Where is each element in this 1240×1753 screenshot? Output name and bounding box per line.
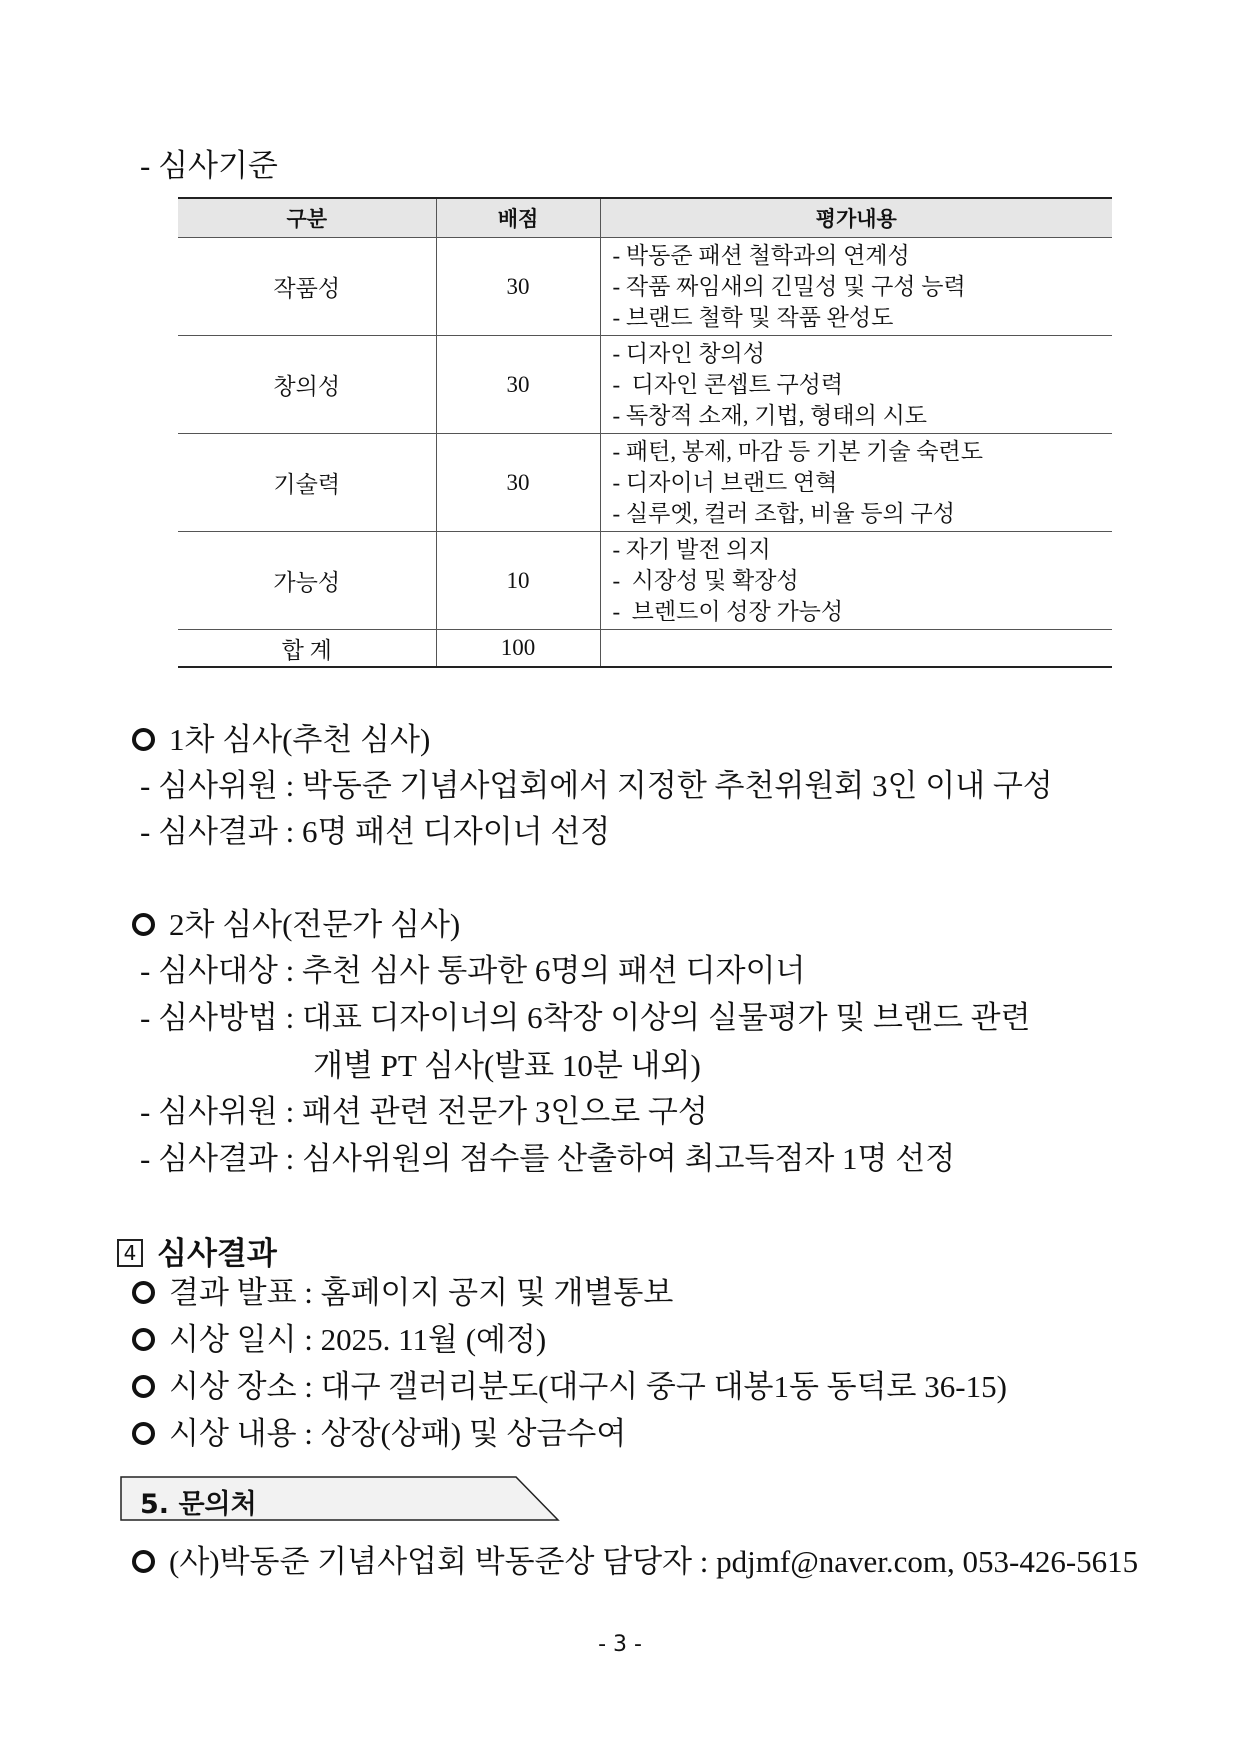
table-row — [178, 336, 1112, 434]
result-item-text: 결과 발표 : 홈페이지 공지 및 개별통보 — [169, 1275, 674, 1310]
content-item: - 자기 발전 의지 — [612, 537, 771, 562]
contact-text: (사)박동준 기념사업회 박동준상 담당자 : pdjmf@naver.com, 053-426-5615 — [169, 1544, 1139, 1579]
total-score: 100 — [436, 630, 600, 668]
circle-bullet-icon — [132, 913, 155, 936]
round2-line: - 심사방법 : 대표 디자이너의 6착장 이상의 실물평가 및 브랜드 관련 — [140, 1000, 1031, 1035]
contact-line — [132, 1536, 1138, 1581]
result-item — [132, 1267, 673, 1312]
criteria-heading: - 심사기준 — [140, 148, 278, 183]
result-item-text: 시상 내용 : 상장(상패) 및 상금수여 — [169, 1416, 627, 1451]
content-item: - 브렌드이 성장 가능성 — [612, 599, 844, 624]
round1-line: - 심사위원 : 박동준 기념사업회에서 지정한 추천위원회 3인 이내 구성 — [140, 768, 1053, 803]
row-category: 가능성 — [178, 532, 436, 630]
content-item: - 브랜드 철학 및 작품 완성도 — [612, 305, 894, 330]
total-content-empty — [600, 630, 1112, 668]
content-item: - 작품 짜임새의 긴밀성 및 구성 능력 — [612, 274, 966, 299]
table-row — [178, 238, 1112, 336]
circle-bullet-icon — [132, 1422, 155, 1445]
row-score: 30 — [436, 434, 600, 532]
round2-title — [132, 899, 460, 944]
content-item: - 독창적 소재, 기법, 형태의 시도 — [612, 403, 928, 428]
round2-line-continued: 개별 PT 심사(발표 10분 내외) — [313, 1048, 701, 1083]
result-item-text: 시상 장소 : 대구 갤러리분도(대구시 중구 대봉1동 동덕로 36-15) — [169, 1369, 1007, 1404]
content-item: - 시장성 및 확장성 — [612, 568, 799, 593]
row-category: 창의성 — [178, 336, 436, 434]
content-item: - 실루엣, 컬러 조합, 비율 등의 구성 — [612, 501, 955, 526]
row-score: 30 — [436, 336, 600, 434]
circle-bullet-icon — [132, 1281, 155, 1304]
round2-line: - 심사결과 : 심사위원의 점수를 산출하여 최고득점자 1명 선정 — [140, 1141, 956, 1176]
row-content — [600, 238, 1112, 336]
content-item: - 디자인 창의성 — [612, 341, 765, 366]
content-item: - 디자이너 브랜드 연혁 — [612, 470, 838, 495]
content-item: - 박동준 패션 철학과의 연계성 — [612, 243, 910, 268]
section5-title: 5. 문의처 — [140, 1489, 257, 1520]
circle-bullet-icon — [132, 728, 155, 751]
row-content — [600, 434, 1112, 532]
row-score: 10 — [436, 532, 600, 630]
round1-title — [132, 714, 430, 759]
section4-title: 심사결과 — [157, 1236, 277, 1272]
header-category: 구분 — [178, 198, 436, 238]
round2-title-text: 2차 심사(전문가 심사) — [169, 907, 461, 942]
round2-line: - 심사대상 : 추천 심사 통과한 6명의 패션 디자이너 — [140, 953, 806, 988]
table-row — [178, 532, 1112, 630]
criteria-table — [178, 197, 1112, 668]
row-category: 기술력 — [178, 434, 436, 532]
table-header-row — [178, 198, 1112, 238]
row-score: 30 — [436, 238, 600, 336]
round2-line: - 심사위원 : 패션 관련 전문가 3인으로 구성 — [140, 1094, 708, 1129]
circle-bullet-icon — [132, 1550, 155, 1573]
content-item: - 패턴, 봉제, 마감 등 기본 기술 숙련도 — [612, 439, 983, 464]
round1-title-text: 1차 심사(추천 심사) — [169, 722, 431, 757]
row-category: 작품성 — [178, 238, 436, 336]
result-item — [132, 1408, 626, 1453]
header-score: 배점 — [436, 198, 600, 238]
row-content — [600, 336, 1112, 434]
table-row — [178, 434, 1112, 532]
circle-bullet-icon — [132, 1328, 155, 1351]
section-number-box: 4 — [117, 1239, 143, 1267]
section5-heading — [120, 1476, 560, 1521]
result-item — [132, 1361, 1007, 1406]
result-item-text: 시상 일시 : 2025. 11월 (예정) — [169, 1322, 547, 1357]
row-content — [600, 532, 1112, 630]
header-content: 평가내용 — [600, 198, 1112, 238]
total-label: 합 계 — [178, 630, 436, 668]
circle-bullet-icon — [132, 1375, 155, 1398]
page-number: - 3 - — [598, 1632, 642, 1657]
content-item: - 디자인 콘셉트 구성력 — [612, 372, 844, 397]
table-total-row — [178, 630, 1112, 668]
round1-line: - 심사결과 : 6명 패션 디자이너 선정 — [140, 814, 611, 849]
result-item — [132, 1314, 546, 1359]
